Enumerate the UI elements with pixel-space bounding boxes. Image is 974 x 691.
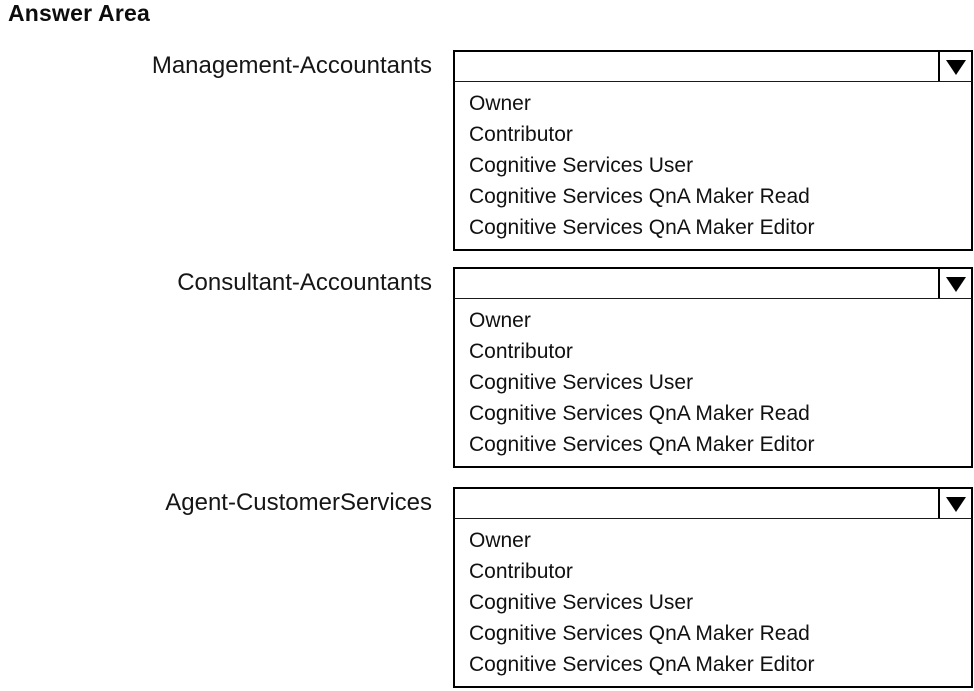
option-owner[interactable]: Owner <box>469 309 531 332</box>
option-cognitive-services-qna-maker-editor[interactable]: Cognitive Services QnA Maker Editor <box>469 216 815 239</box>
dropdown-options-list <box>453 518 973 688</box>
role-dropdown[interactable] <box>453 267 973 298</box>
dropdown-options-list <box>453 298 973 468</box>
option-owner[interactable]: Owner <box>469 529 531 552</box>
option-contributor[interactable]: Contributor <box>469 340 573 363</box>
dropdown-arrow-button[interactable] <box>938 489 971 518</box>
option-cognitive-services-qna-maker-read[interactable]: Cognitive Services QnA Maker Read <box>469 185 810 208</box>
option-cognitive-services-qna-maker-editor[interactable]: Cognitive Services QnA Maker Editor <box>469 433 815 456</box>
dropdown-options-list <box>453 81 973 251</box>
chevron-down-icon <box>946 277 966 292</box>
option-contributor[interactable]: Contributor <box>469 123 573 146</box>
option-cognitive-services-user[interactable]: Cognitive Services User <box>469 591 694 614</box>
chevron-down-icon <box>946 497 966 512</box>
page-title: Answer Area <box>8 0 150 26</box>
dropdown-label: Consultant-Accountants <box>177 269 432 296</box>
option-contributor[interactable]: Contributor <box>469 560 573 583</box>
option-cognitive-services-qna-maker-read[interactable]: Cognitive Services QnA Maker Read <box>469 402 810 425</box>
dropdown-arrow-button[interactable] <box>938 52 971 81</box>
dropdown-selected-value <box>455 269 938 298</box>
option-owner[interactable]: Owner <box>469 92 531 115</box>
option-cognitive-services-user[interactable]: Cognitive Services User <box>469 154 694 177</box>
dropdown-label: Management-Accountants <box>151 52 432 79</box>
dropdown-label: Agent-CustomerServices <box>165 489 432 516</box>
option-cognitive-services-user[interactable]: Cognitive Services User <box>469 371 694 394</box>
role-dropdown[interactable] <box>453 50 973 81</box>
dropdown-arrow-button[interactable] <box>938 269 971 298</box>
option-cognitive-services-qna-maker-editor[interactable]: Cognitive Services QnA Maker Editor <box>469 653 815 676</box>
chevron-down-icon <box>946 60 966 75</box>
dropdown-selected-value <box>455 52 938 81</box>
option-cognitive-services-qna-maker-read[interactable]: Cognitive Services QnA Maker Read <box>469 622 810 645</box>
role-dropdown[interactable] <box>453 487 973 518</box>
dropdown-selected-value <box>455 489 938 518</box>
